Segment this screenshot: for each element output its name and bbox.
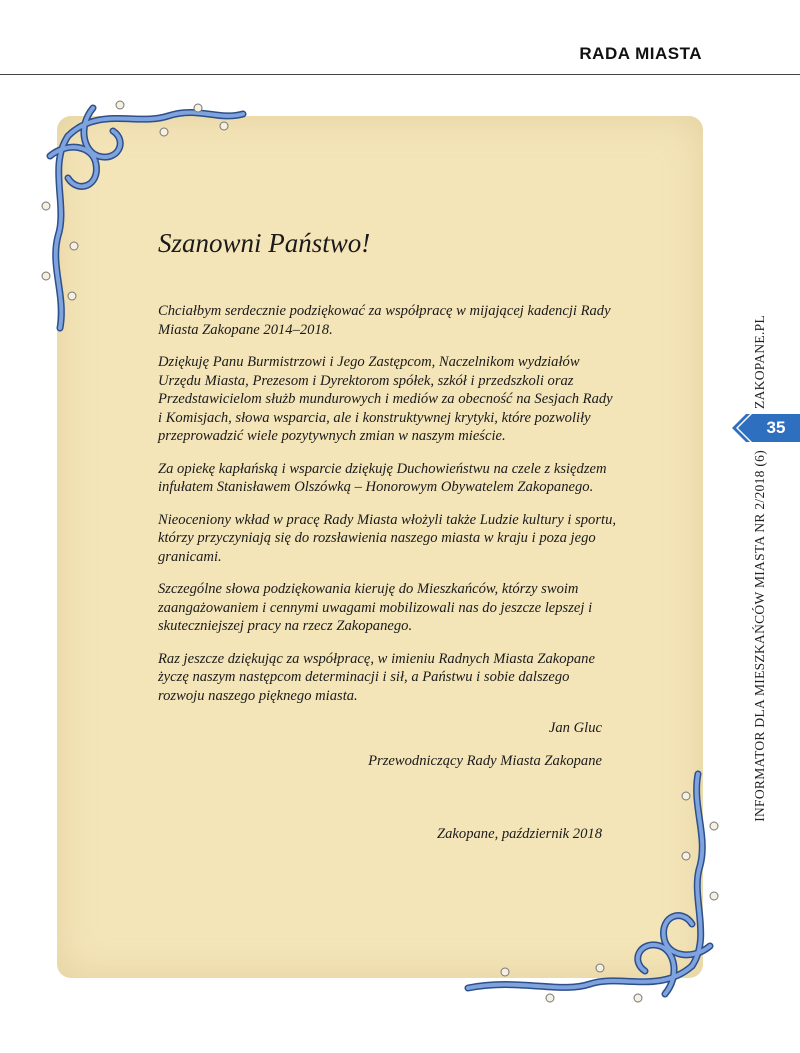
page-number: 35 [766, 418, 786, 437]
letter-paragraph: Raz jeszcze dziękując za współpracę, w imieniu Radnych Miasta Zakopane życzę naszym następcom determinacji i sił, a Państwu i sobie dalszego rozwoju naszego pięknego miasta. [158, 650, 595, 704]
signature-role: Przewodniczący Rady Miasta Zakopane [368, 752, 602, 769]
letter-paragraph: Szczególne słowa podziękowania kieruję do Mieszkańców, którzy swoim zaangażowaniem i cennymi uwagami mobilizowali nas do jeszcze lepszej i skuteczniejszej pracy na rzecz Zakopanego. [158, 581, 593, 634]
corner-ornament-bottom-right [460, 766, 722, 1006]
letter-paragraph: Dziękuję Panu Burmistrzowi i Jego Zastępcom, Naczelnikom wydziałów Urzędu Miasta, Prezesom i Dyrektorom spółek, szkół i przedszkoli oraz Przedstawicielom służb mundurowych i mediów za obecność na Sesjach Rady i Komisjach, słowa wsparcia, ale i konstruktywnej krytyki, które pozwoliły przeprowadzić wiele pozytywnych zmian w naszym mieście. [158, 354, 613, 444]
place-date: Zakopane, październik 2018 [437, 826, 602, 842]
sidebar-url-text: ZAKOPANE.PL [752, 315, 767, 409]
letter-paragraph: Nieoceniony wkład w pracę Rady Miasta włożyli także Ludzie kultury i sportu, którzy przyczyniają się do rozsławienia naszego miasta w kraju i poza jego granicami. [158, 511, 617, 565]
signature-name: Jan Gluc [548, 720, 602, 736]
letter-body [158, 226, 618, 770]
header-rule [0, 74, 800, 75]
letter-paragraph: Za opiekę kapłańską i wsparcie dziękuję Duchowieństwu na czele z księdzem infułatem Stanisławem Olszówką – Honorowym Obywatelem Zakopanego. [158, 460, 607, 495]
section-title: RADA MIASTA [579, 44, 702, 63]
sidebar-publication-text: INFORMATOR DLA MIESZKAŃCÓW MIASTA NR 2/2018 (6) [752, 450, 767, 822]
letter-paragraph: Chciałbym serdecznie podziękować za współpracę w mijającej kadencji Rady Miasta Zakopane 2014–2018. [158, 303, 611, 338]
letter-greeting: Szanowni Państwo! [158, 228, 371, 258]
